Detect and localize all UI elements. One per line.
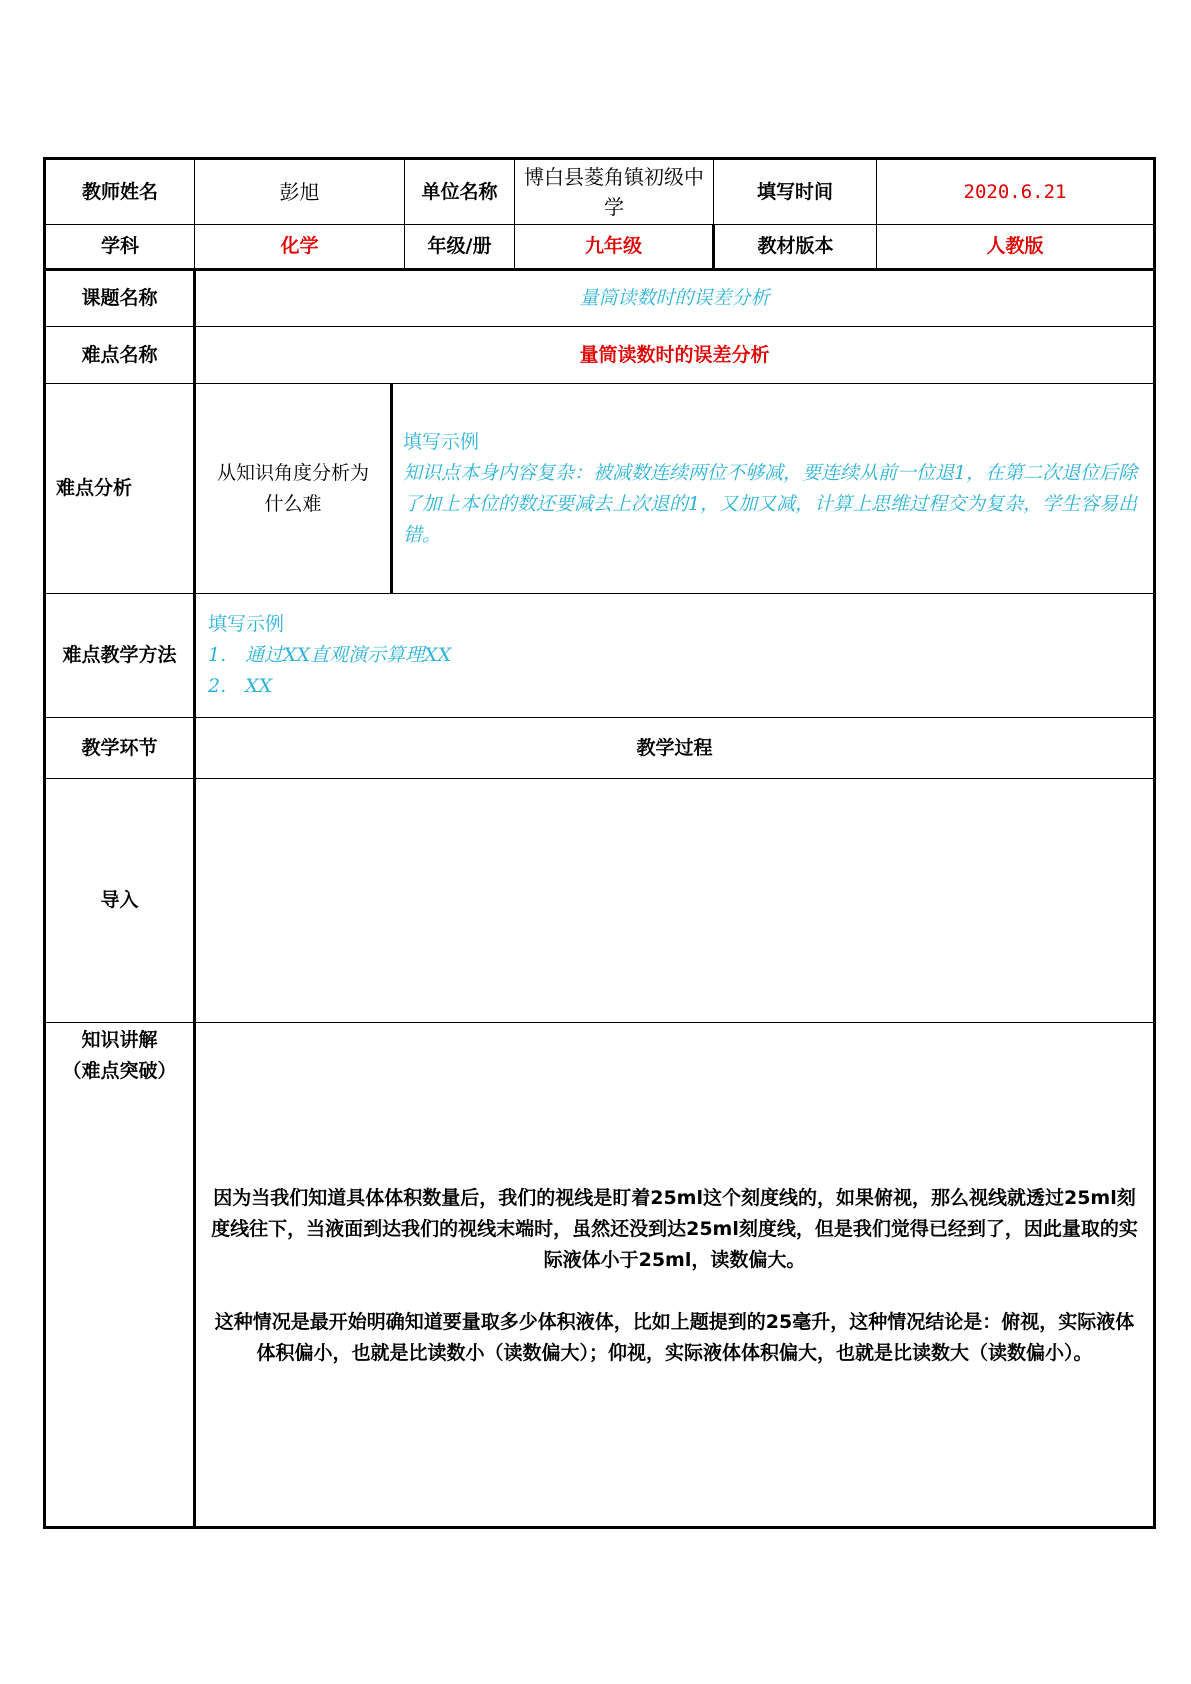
method-item-1: 1. 通过XX直观演示算理XX xyxy=(208,644,452,666)
analysis-example xyxy=(392,384,1155,594)
teacher-name-value: 彭旭 xyxy=(195,159,405,225)
edition-value: 人教版 xyxy=(877,225,1155,270)
explain-label-line2: （难点突破） xyxy=(62,1060,177,1082)
subject-value: 化学 xyxy=(195,225,405,270)
subject-label: 学科 xyxy=(45,225,195,270)
analysis-example-title: 填写示例 xyxy=(403,430,480,453)
analysis-sub-label-text: 从知识角度分析为什么难 xyxy=(216,461,369,515)
method-example xyxy=(195,594,1155,718)
explain-label xyxy=(45,1023,195,1528)
analysis-example-text: 知识点本身内容复杂：被减数连续两位不够减，要连续从前一位退1，在第二次退位后除了加上本位的数还要减去上次退的1，又加又减，计算上思维过程交为复杂，学生容易出错。 xyxy=(403,461,1138,546)
grade-value: 九年级 xyxy=(515,225,714,270)
method-item-2: 2. XX xyxy=(208,675,273,697)
topic-value: 量筒读数时的误差分析 xyxy=(195,270,1155,327)
teacher-name-label: 教师姓名 xyxy=(45,159,195,225)
topic-label: 课题名称 xyxy=(45,270,195,327)
intro-content xyxy=(195,779,1155,1023)
edition-label: 教材版本 xyxy=(714,225,877,270)
grade-label: 年级/册 xyxy=(405,225,515,270)
method-example-title: 填写示例 xyxy=(208,613,285,635)
method-label: 难点教学方法 xyxy=(45,594,195,718)
lesson-plan-table xyxy=(43,157,1156,1529)
fill-date-value: 2020.6.21 xyxy=(877,159,1155,225)
difficulty-value: 量筒读数时的误差分析 xyxy=(195,327,1155,384)
fill-date-label: 填写时间 xyxy=(714,159,877,225)
paragraph-spacer xyxy=(196,1276,1153,1307)
analysis-label: 难点分析 xyxy=(45,384,195,594)
unit-name-label: 单位名称 xyxy=(405,159,515,225)
process-header: 教学过程 xyxy=(195,718,1155,779)
stage-header: 教学环节 xyxy=(45,718,195,779)
explain-content xyxy=(195,1023,1155,1528)
explain-label-line1: 知识讲解 xyxy=(81,1029,158,1051)
explain-paragraph-2: 这种情况是最开始明确知道要量取多少体积液体，比如上题提到的25毫升，这种情况结论是：俯视，实际液体体积偏小，也就是比读数小（读数偏大）；仰视，实际液体体积偏大，也就是比读数大（读数偏小）。 xyxy=(214,1311,1135,1364)
analysis-sub-label xyxy=(195,384,392,594)
difficulty-label: 难点名称 xyxy=(45,327,195,384)
explain-paragraph-1: 因为当我们知道具体体积数量后，我们的视线是盯着25ml这个刻度线的，如果俯视，那么视线就透过25ml刻度线往下，当液面到达我们的视线末端时，虽然还没到达25ml刻度线，但是我们觉得已经到了，因此量取的实际液体小于25ml，读数偏大。 xyxy=(211,1187,1138,1271)
intro-label: 导入 xyxy=(45,779,195,1023)
unit-name-value: 博白县菱角镇初级中学 xyxy=(515,159,714,225)
